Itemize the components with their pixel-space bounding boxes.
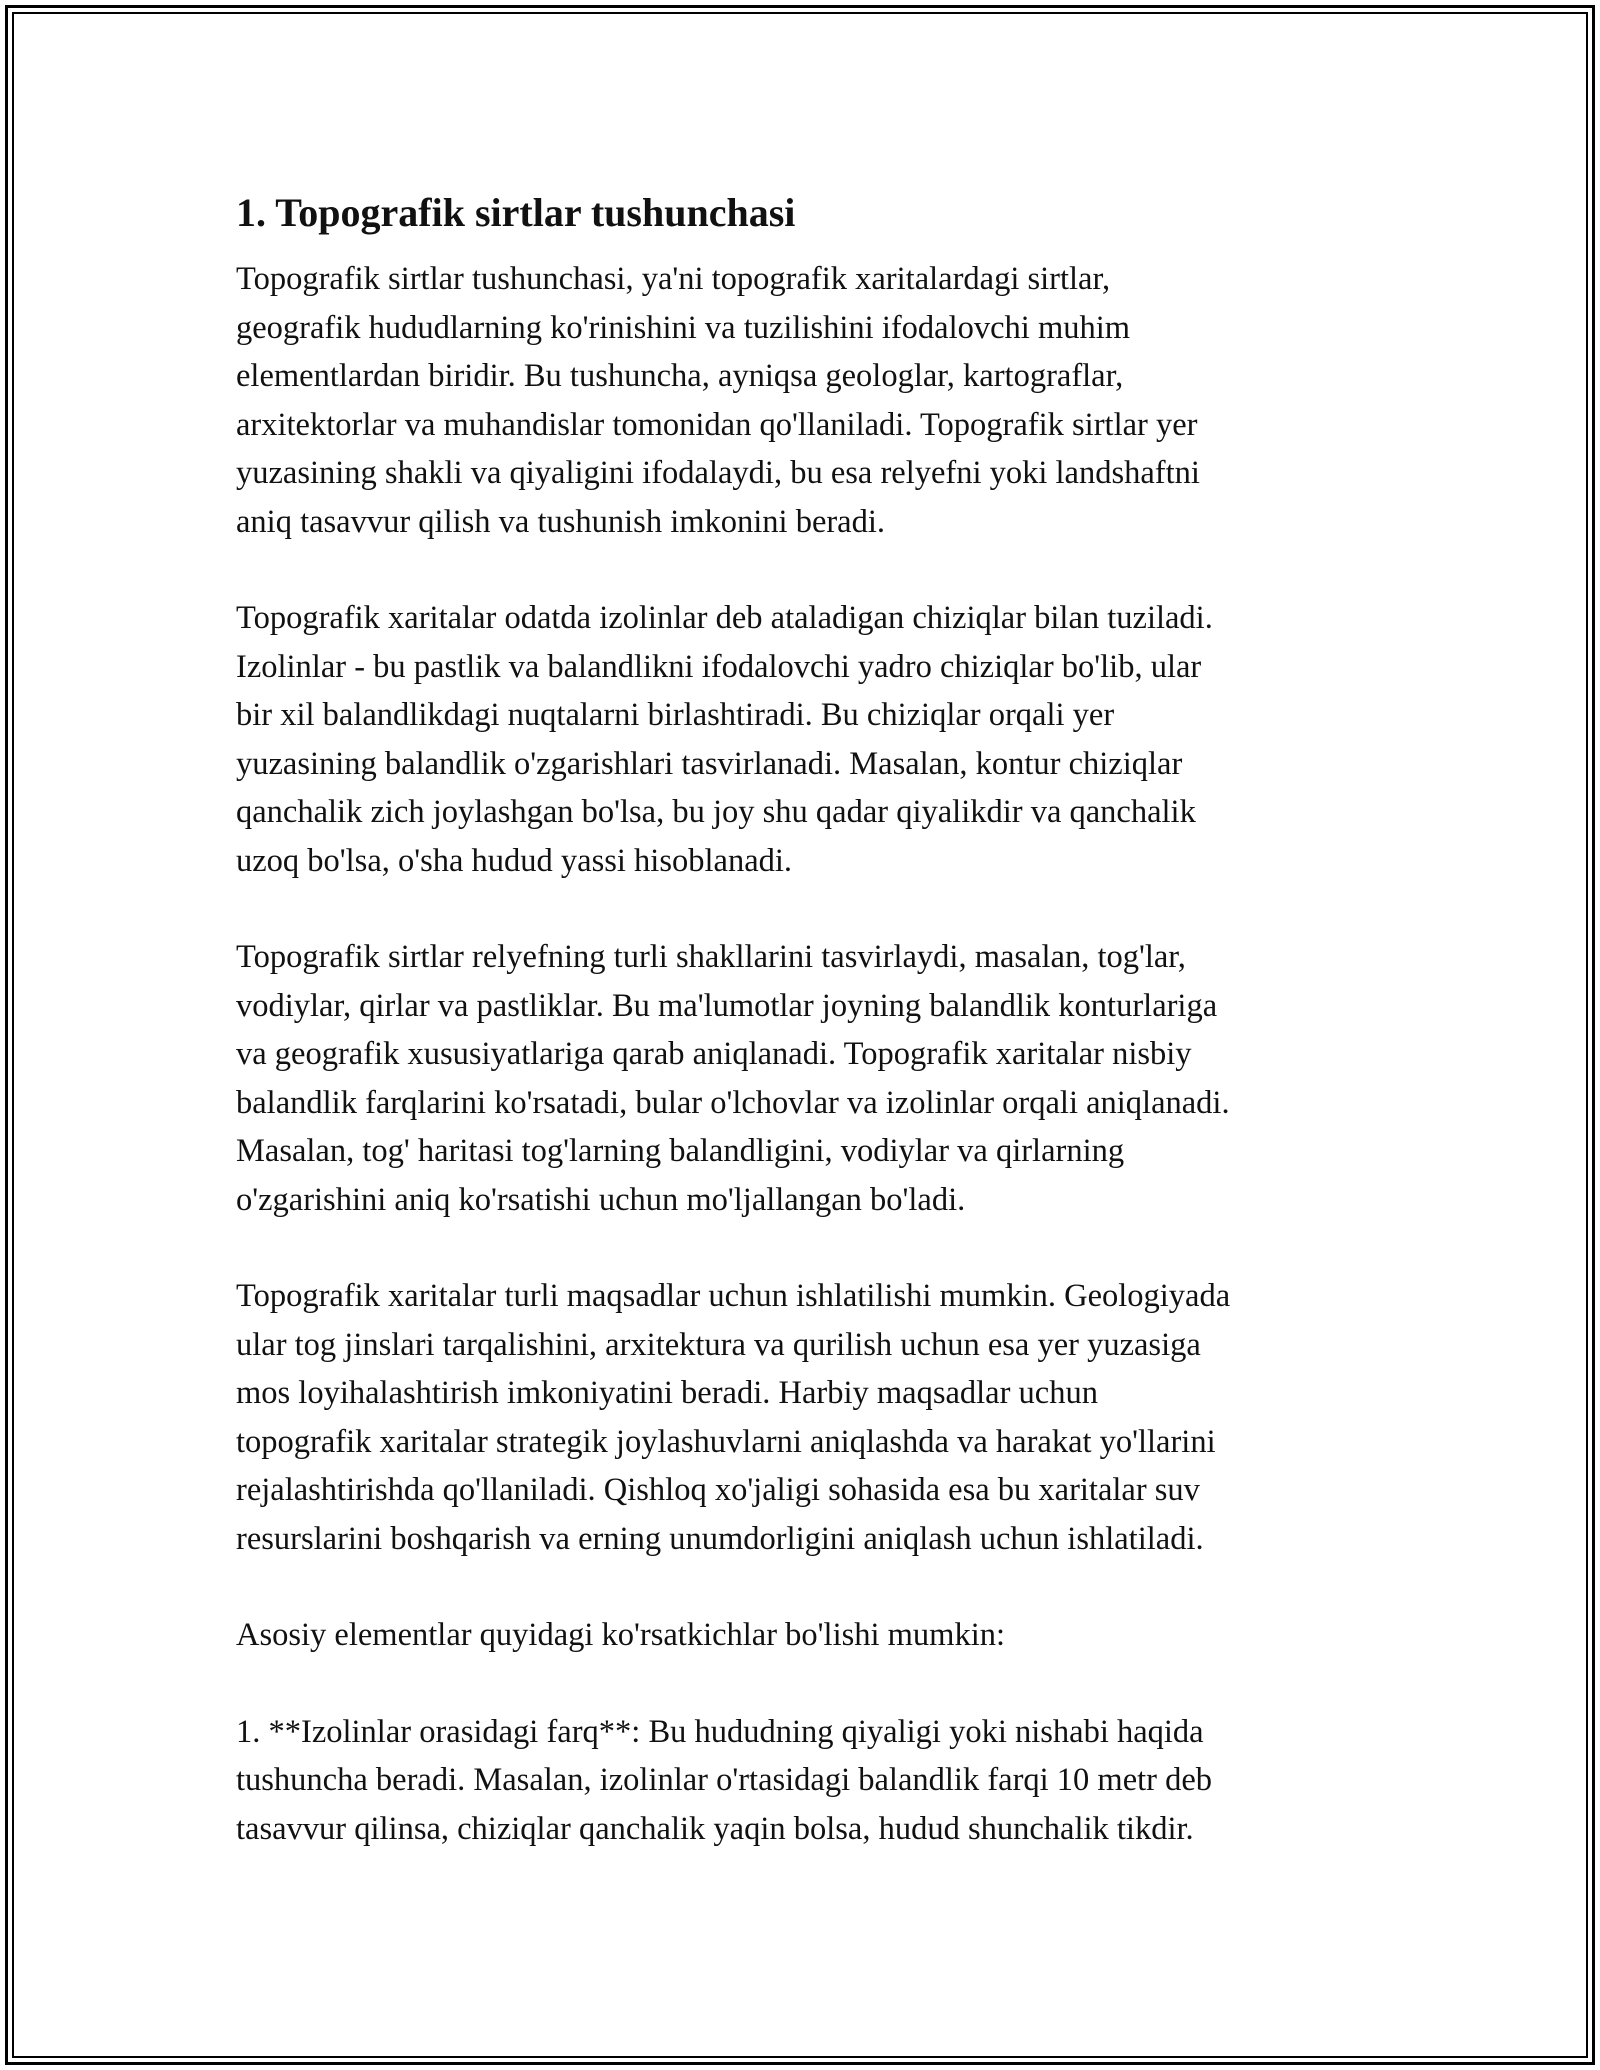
paragraph-5 — [236, 1611, 1376, 1660]
text-line: rejalashtirishda qo'llaniladi. Qishloq xo'jaligi sohasida esa bu xaritalar suv — [236, 1472, 1200, 1508]
text-line: tasavvur qilinsa, chiziqlar qanchalik yaqin bolsa, hudud shunchalik tikdir. — [236, 1810, 1194, 1847]
text-line: vodiylar, qirlar va pastliklar. Bu ma'lumotlar joyning balandlik konturlariga — [236, 987, 1218, 1024]
text-line: Masalan, tog' haritasi tog'larning balandligini, vodiylar va qirlarning — [236, 1133, 1125, 1169]
text-line: o'zgarishini aniq ko'rsatishi uchun mo'ljallangan bo'ladi. — [236, 1181, 966, 1218]
text-line: ular tog jinslari tarqalishini, arxitektura va qurilish uchun esa yer yuzasiga — [236, 1326, 1201, 1363]
text-line: qanchalik zich joylashgan bo'lsa, bu joy shu qadar qiyalikdir va qanchalik — [236, 794, 1196, 830]
text-line: tushuncha beradi. Masalan, izolinlar o'rtasidagi balandlik farqi 10 metr deb — [236, 1762, 1213, 1798]
paragraph-4 — [236, 1272, 1376, 1563]
text-line: Topografik sirtlar relyefning turli shakllarini tasvirlaydi, masalan, tog'lar, — [236, 939, 1186, 975]
text-line: arxitektorlar va muhandislar tomonidan qo'llaniladi. Topografik sirtlar yer — [236, 406, 1198, 443]
text-line: va geografik xususiyatlariga qarab aniqlanadi. Topografik xaritalar nisbiy — [236, 1036, 1192, 1072]
text-line: yuzasining balandlik o'zgarishlari tasvirlanadi. Masalan, kontur chiziqlar — [236, 745, 1183, 782]
text-line: yuzasining shakli va qiyaligini ifodalaydi, bu esa relyefni yoki landshaftni — [236, 455, 1200, 491]
text-line: Topografik xaritalar turli maqsadlar uchun ishlatilishi mumkin. Geologiyada — [236, 1278, 1231, 1314]
text-line: 1. **Izolinlar orasidagi farq**: Bu hududning qiyaligi yoki nishabi haqida — [236, 1713, 1204, 1750]
text-line: resurslarini boshqarish va erning unumdorligini aniqlash uchun ishlatiladi. — [236, 1520, 1204, 1557]
text-line: aniq tasavvur qilish va tushunish imkonini beradi. — [236, 503, 886, 540]
text-line: Topografik xaritalar odatda izolinlar deb ataladigan chiziqlar bilan tuziladi. — [236, 600, 1213, 636]
paragraph-2 — [236, 594, 1376, 885]
text-line: topografik xaritalar strategik joylashuvlarni aniqlashda va harakat yo'llarini — [236, 1423, 1216, 1460]
text-line: balandlik farqlarini ko'rsatadi, bular o'lchovlar va izolinlar orqali aniqlanadi. — [236, 1084, 1230, 1121]
document-body — [236, 183, 1376, 1901]
text-line: Asosiy elementlar quyidagi ko'rsatkichlar bo'lishi mumkin: — [236, 1617, 1006, 1653]
text-line: geografik hududlarning ko'rinishini va tuzilishini ifodalovchi muhim — [236, 309, 1131, 346]
section-heading: 1. Topografik sirtlar tushunchasi — [236, 190, 796, 235]
text-line: elementlardan biridir. Bu tushuncha, ayniqsa geologlar, kartograflar, — [236, 358, 1124, 394]
text-line: Topografik sirtlar tushunchasi, ya'ni topografik xaritalardagi sirtlar, — [236, 261, 1111, 297]
paragraph-1 — [236, 255, 1376, 546]
text-line: uzoq bo'lsa, o'sha hudud yassi hisoblanadi. — [236, 842, 793, 879]
text-line: Izolinlar - bu pastlik va balandlikni ifodalovchi yadro chiziqlar bo'lib, ular — [236, 648, 1202, 685]
text-line: mos loyihalashtirish imkoniyatini beradi. Harbiy maqsadlar uchun — [236, 1375, 1098, 1411]
paragraph-3 — [236, 933, 1376, 1224]
list-item-1 — [236, 1708, 1376, 1854]
text-line: bir xil balandlikdagi nuqtalarni birlashtiradi. Bu chiziqlar orqali yer — [236, 697, 1115, 733]
